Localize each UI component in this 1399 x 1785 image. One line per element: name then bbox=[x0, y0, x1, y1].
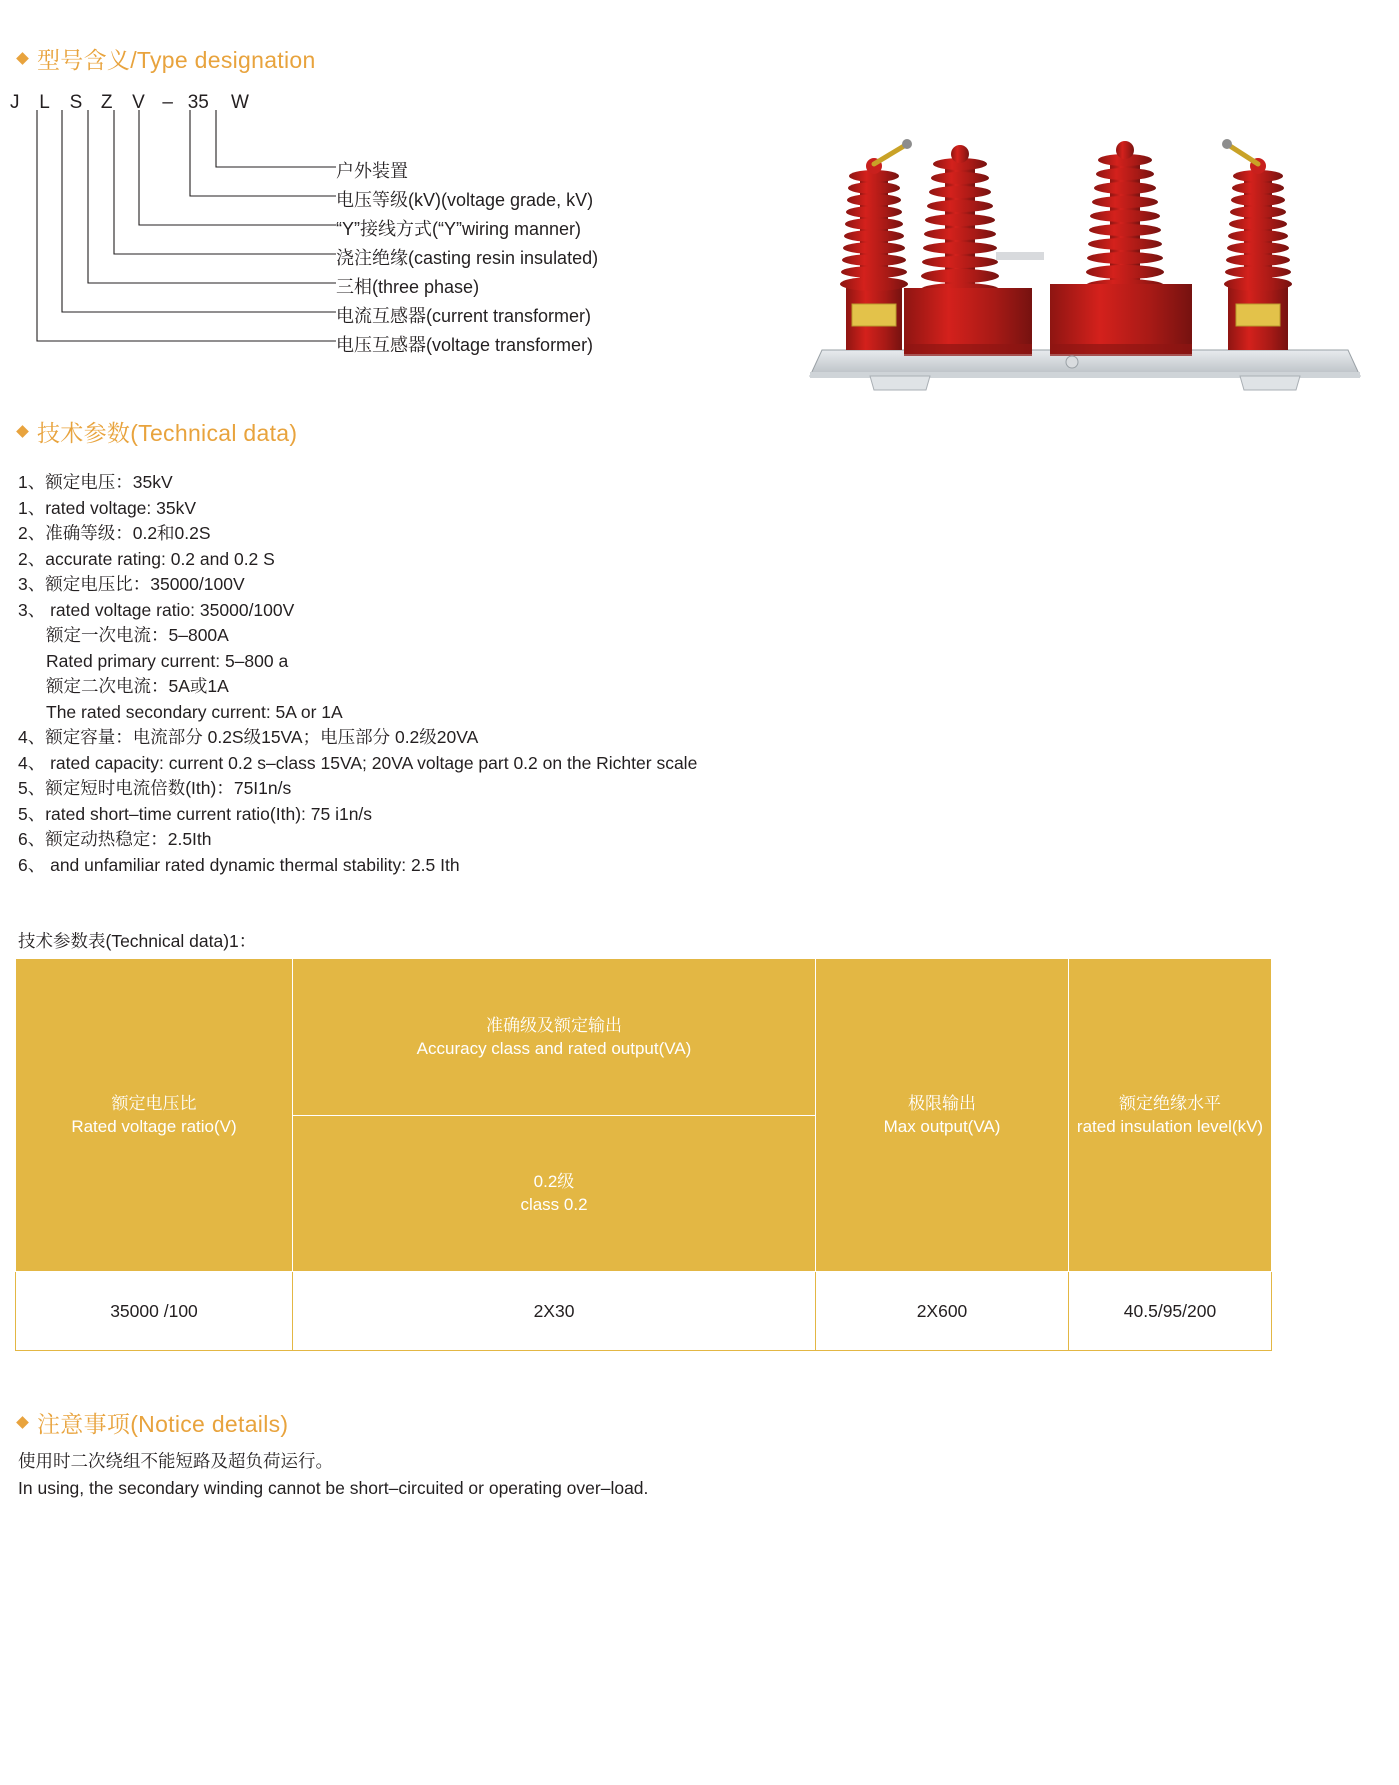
code-char-2: S bbox=[69, 92, 83, 113]
tech-line-4: 3、额定电压比：35000/100V bbox=[18, 574, 245, 594]
code-char-5: – bbox=[162, 92, 173, 113]
tech-line-15: 6、 and unfamiliar rated dynamic thermal stability: 2.5 Ith bbox=[18, 854, 460, 875]
header-en: class 0.2 bbox=[520, 1195, 588, 1215]
cell-max-output: 2X600 bbox=[816, 1272, 1069, 1351]
tech-line-14: 6、额定动热稳定：2.5Ith bbox=[18, 829, 212, 849]
legend-item-4: 三相(three phase) bbox=[336, 277, 480, 297]
header-cn: 额定绝缘水平 bbox=[1119, 1094, 1221, 1113]
header-en: Rated voltage ratio(V) bbox=[71, 1117, 237, 1136]
legend-item-0: 户外装置 bbox=[336, 161, 408, 181]
tech-line-11: 4、 rated capacity: current 0.2 s–class 15VA; 20VA voltage part 0.2 on the Richter scale bbox=[18, 752, 698, 773]
table-caption: 技术参数表(Technical data)1： bbox=[18, 931, 257, 951]
header-en: rated insulation level(kV) bbox=[1076, 1117, 1264, 1136]
tech-line-7: Rated primary current: 5–800 a bbox=[46, 650, 289, 671]
technical-data-list bbox=[18, 470, 1118, 878]
code-char-1: L bbox=[39, 92, 50, 113]
section-title-text: 型号含义/Type designation bbox=[37, 47, 316, 73]
header-cell-class-02 bbox=[293, 1115, 816, 1272]
tech-line-0: 1、额定电压：35kV bbox=[18, 472, 173, 492]
diamond-bullet-icon bbox=[16, 425, 29, 438]
legend-item-5: 电流互感器(current transformer) bbox=[336, 306, 592, 326]
tech-line-5: 3、 rated voltage ratio: 35000/100V bbox=[18, 599, 295, 620]
technical-data-table bbox=[15, 958, 1272, 1351]
cell-class-02: 2X30 bbox=[293, 1272, 816, 1351]
product-photo-outdoor-combined-transformer bbox=[800, 118, 1370, 398]
section-heading-notice-details bbox=[18, 1406, 288, 1439]
legend-item-6: 电压互感器(voltage transformer) bbox=[336, 335, 594, 355]
header-cn: 0.2级 bbox=[533, 1172, 575, 1192]
diamond-bullet-icon bbox=[16, 1416, 29, 1429]
tech-line-6: 额定一次电流：5–800A bbox=[46, 625, 229, 645]
header-en: Accuracy class and rated output(VA) bbox=[416, 1038, 692, 1058]
cell-rated-voltage-ratio: 35000 /100 bbox=[16, 1272, 293, 1351]
tech-line-12: 5、额定短时电流倍数(Ith)：75I1n/s bbox=[18, 778, 292, 798]
section-title-text: 技术参数(Technical data) bbox=[37, 420, 298, 446]
notice-line-1: In using, the secondary winding cannot be short–circuited or operating over–load. bbox=[18, 1478, 649, 1498]
header-cn: 极限输出 bbox=[908, 1094, 976, 1113]
tech-line-10: 4、额定容量：电流部分 0.2S级15VA；电压部分 0.2级20VA bbox=[18, 727, 479, 747]
tech-line-3: 2、accurate rating: 0.2 and 0.2 S bbox=[18, 548, 275, 569]
tech-line-9: The rated secondary current: 5A or 1A bbox=[46, 701, 343, 722]
table-row bbox=[16, 1272, 1272, 1351]
header-cell-max-output bbox=[816, 959, 1069, 1272]
tech-line-13: 5、rated short–time current ratio(Ith): 75 i1n/s bbox=[18, 803, 373, 824]
notice-line-0: 使用时二次绕组不能短路及超负荷运行。 bbox=[18, 1451, 333, 1471]
tech-line-8: 额定二次电流：5A或1A bbox=[46, 676, 229, 696]
section-heading-technical-data bbox=[18, 415, 297, 448]
notice-text-block bbox=[18, 1448, 648, 1502]
section-heading-type-designation bbox=[18, 42, 316, 75]
legend-item-3: 浇注绝缘(casting resin insulated) bbox=[336, 248, 599, 268]
tech-line-2: 2、准确等级：0.2和0.2S bbox=[18, 523, 211, 543]
code-char-3: Z bbox=[100, 92, 113, 113]
header-en: Max output(VA) bbox=[883, 1117, 1001, 1136]
header-cn: 准确级及额定输出 bbox=[486, 1015, 622, 1035]
header-cell-insulation-level bbox=[1069, 959, 1272, 1272]
header-cn: 额定电压比 bbox=[111, 1094, 197, 1113]
section-title-text: 注意事项(Notice details) bbox=[37, 1411, 289, 1437]
legend-item-2: “Y”接线方式(“Y”wiring manner) bbox=[336, 219, 582, 239]
diamond-bullet-icon bbox=[16, 52, 29, 65]
table-header-row-1 bbox=[16, 959, 1272, 1116]
tech-line-1: 1、rated voltage: 35kV bbox=[18, 497, 197, 518]
code-char-0: J bbox=[10, 92, 20, 113]
header-cell-accuracy-class bbox=[293, 959, 816, 1116]
type-designation-legend bbox=[336, 157, 598, 360]
leader-lines-diagram bbox=[0, 110, 360, 360]
legend-item-1: 电压等级(kV)(voltage grade, kV) bbox=[336, 190, 594, 210]
code-char-7: W bbox=[230, 92, 249, 113]
cell-insulation-level: 40.5/95/200 bbox=[1069, 1272, 1272, 1351]
header-cell-rated-voltage-ratio bbox=[16, 959, 293, 1272]
code-char-4: V bbox=[132, 92, 145, 113]
code-char-6: 35 bbox=[187, 92, 209, 113]
